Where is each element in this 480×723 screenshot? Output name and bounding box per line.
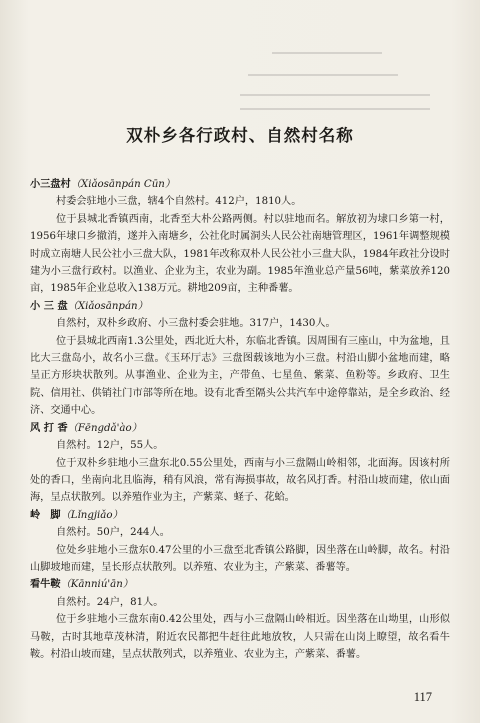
entry-description: 位于县城北香镇西南，北香至大朴公路两侧。村以驻地而名。解放初为埭口乡第一村，1956年埭口乡撤消，遂并入南塘乡，公社化时属洞头人民公社南塘管理区，1961年调整规模时成立南塘人民公社小三盘大队，1981年改称双朴人民公社小三盘大队，1984年政社分设时建为小三盘行政村。以渔业、企业为主，农业为副。1985年渔业总产量56吨，紫菜放养120亩，1985年企业总收入138万元。耕地209亩，主种番薯。 <box>30 213 450 295</box>
entry-xiaosanpan <box>30 298 450 420</box>
entry-xiaosanpan-village <box>30 176 450 298</box>
entry-description: 位于县城北西南1.3公里处，西北近大朴，东临北香镇。因周围有三座山，中为盆地，且比大三盘岛小，故名小三盘。《玉环厅志》三盘图载该地为小三盘。村沿山脚小盆地而建，略呈正方形块状散列。从事渔业、企业为主，产带鱼、七星鱼、紫菜、鱼粉等。乡政府、卫生院、信用社、供销社门市部等所在地。设有北香至隔头公共汽车中途停靠站，是全乡政治、经济、交通中心。 <box>30 335 450 417</box>
page-number: 117 <box>413 690 432 704</box>
entry-pinyin: （Xiǎosānpán Cūn） <box>70 179 176 190</box>
entry-description: 位于双朴乡驻地小三盘东北0.55公里处，西南与小三盘隔山岭相邻，北面海。因该村所处的香口，坐南向北且临海，稍有风浪，常有海损事故，故名风打香。村沿山坡而建，依山面海，呈点状散列。以养殖作业为主，产紫菜、蛏子、花蛤。 <box>30 457 450 504</box>
entry-stats: 自然村。50户，244人。 <box>56 527 170 539</box>
entry-headword: 岭 脚 <box>30 509 61 521</box>
entry-lingjiao <box>30 507 450 577</box>
entry-headword: 风 打 香 <box>30 422 68 434</box>
bleed-through-text <box>0 0 480 130</box>
entry-fengdaao <box>30 420 450 507</box>
entry-headword: 小三盘村 <box>30 179 71 190</box>
entry-pinyin: （Lǐngjiǎo） <box>60 509 123 521</box>
entry-stats: 自然村。24户，81人。 <box>56 596 164 608</box>
entry-headword: 小 三 盘 <box>30 300 68 312</box>
entry-headword: 看牛鞍 <box>30 579 61 591</box>
page-title: 双朴乡各行政村、自然村名称 <box>126 126 354 145</box>
entry-pinyin: （Xiǎosānpán） <box>67 300 148 312</box>
entry-description: 位于乡驻地小三盘东南0.42公里处，西与小三盘隔山岭相近。因坐落在山坳里，山形似马鞍，古时其地草茂林清，附近农民都把牛赶往此地放牧，人只需在山岗上瞭望，故名看牛鞍。村沿山坡而建，呈点状散列式，以养殖业、农业为主，产紫菜、番薯。 <box>30 614 450 660</box>
entry-stats: 自然村，双朴乡政府、小三盘村委会驻地。317户，1430人。 <box>56 318 336 330</box>
entries <box>30 176 450 663</box>
entry-stats: 村委会驻地小三盘，辖4个自然村。412户，1810人。 <box>56 196 302 208</box>
entry-description: 位处乡驻地小三盘东0.47公里的小三盘至北香镇公路脚，因坐落在山岭脚，故名。村沿山脚坡地而建，呈长形点状散列。以养殖、农业为主，产紫菜、番薯等。 <box>30 544 450 573</box>
entry-stats: 自然村。12户，55人。 <box>56 440 164 452</box>
entry-kanniuan <box>30 576 450 663</box>
entry-pinyin: （Fēngdǎ'ào） <box>67 422 142 434</box>
entry-pinyin: （Kānniú'ān） <box>60 579 133 591</box>
